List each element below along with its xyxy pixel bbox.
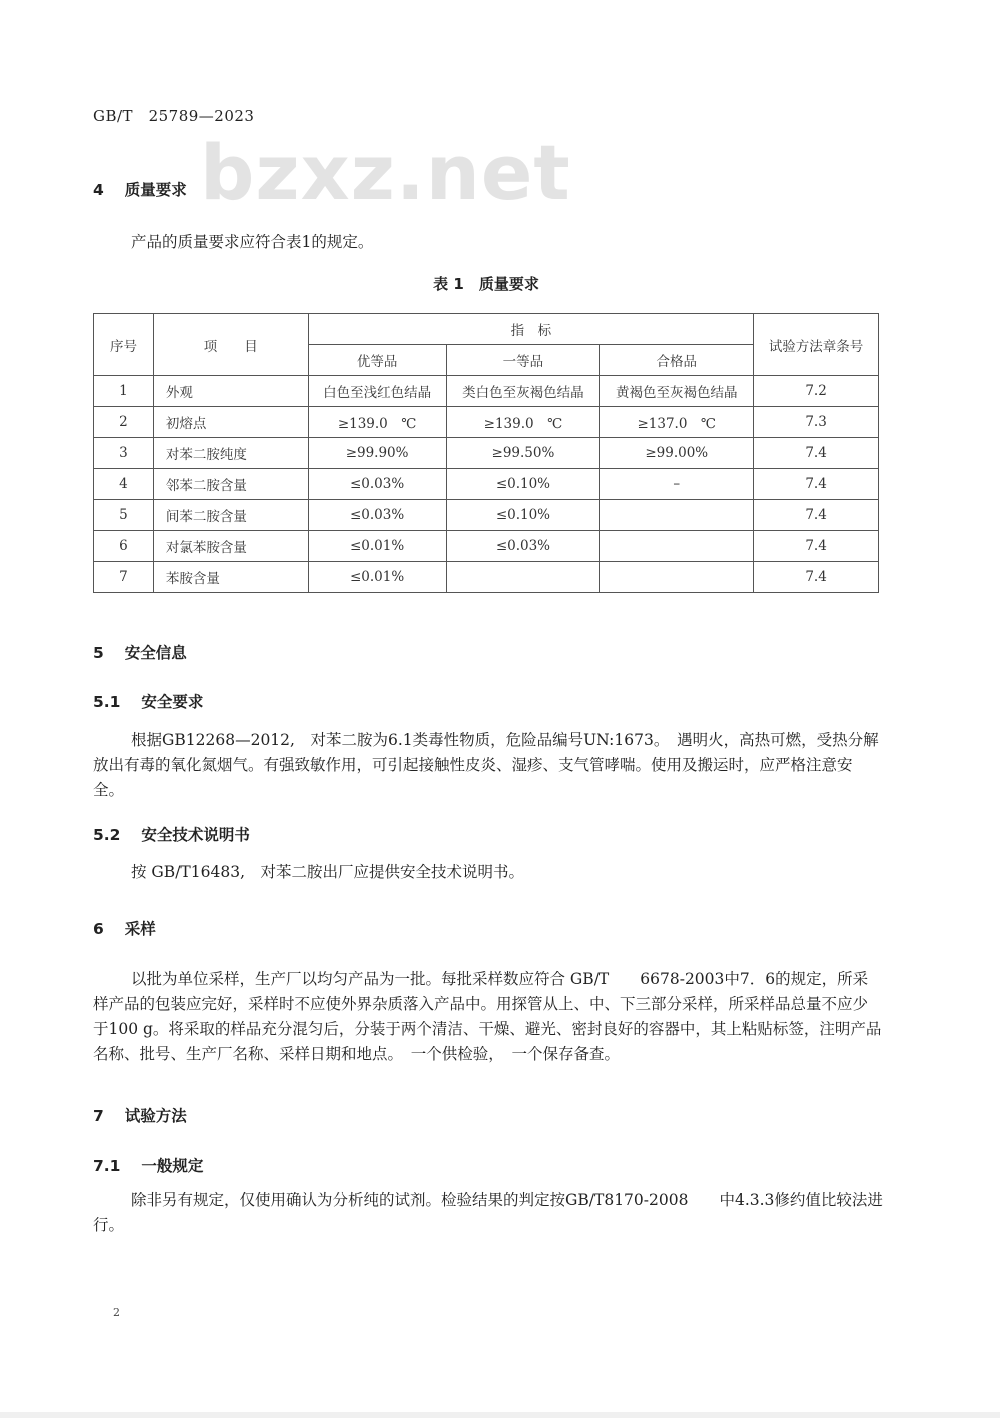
section-7-heading bbox=[93, 1104, 187, 1126]
section-5-2-heading bbox=[93, 823, 250, 845]
cell-grade-superior: ≥139.0 ℃ bbox=[308, 407, 446, 438]
cell-grade-first: ≤0.03% bbox=[446, 531, 600, 562]
page-number: 2 bbox=[113, 1306, 120, 1319]
section-title: 安全要求 bbox=[141, 693, 204, 711]
section-title: 采样 bbox=[124, 920, 156, 938]
section-6-body: 以批为单位采样，生产厂以均匀产品为一批。每批采样数应符合 GB/T 6678-2003中7．6的规定，所采样产品的包装应完好，采样时不应使外界杂质落入产品中。用探管从上、中、下三部分采样，所采样品总量不应少于100 g。将采取的样品充分混匀后，分装于两个清洁、干燥、避光、密封良好的容器中，其上粘贴标签，注明产品名称、批号、生产厂名称、采样日期和地点。 一个供检验， 一个保存备查。 bbox=[93, 970, 882, 1063]
table-row bbox=[94, 500, 879, 531]
header-item: 项 目 bbox=[153, 314, 308, 376]
cell-grade-qualified: ≥137.0 ℃ bbox=[600, 407, 754, 438]
cell-method: 7.2 bbox=[754, 376, 879, 407]
header-method: 试验方法章条号 bbox=[754, 314, 879, 376]
cell-method: 7.3 bbox=[754, 407, 879, 438]
cell-grade-first: 类白色至灰褐色结晶 bbox=[446, 376, 600, 407]
header-indicator: 指 标 bbox=[308, 314, 753, 345]
section-6-heading bbox=[93, 917, 156, 939]
table-row bbox=[94, 376, 879, 407]
cell-method: 7.4 bbox=[754, 531, 879, 562]
header-seq: 序号 bbox=[94, 314, 154, 376]
cell-grade-qualified: ≥99.00% bbox=[600, 438, 754, 469]
cell-grade-first: ≤0.10% bbox=[446, 500, 600, 531]
cell-seq: 4 bbox=[94, 469, 154, 500]
cell-item: 对氯苯胺含量 bbox=[153, 531, 308, 562]
cell-grade-superior: ≤0.03% bbox=[308, 469, 446, 500]
section-7-1-heading bbox=[93, 1154, 203, 1176]
table-row bbox=[94, 531, 879, 562]
section-title: 一般规定 bbox=[141, 1157, 204, 1175]
header-grade-first: 一等品 bbox=[446, 345, 600, 376]
cell-grade-qualified bbox=[600, 500, 754, 531]
cell-grade-superior: ≤0.03% bbox=[308, 500, 446, 531]
cell-method: 7.4 bbox=[754, 438, 879, 469]
cell-grade-qualified bbox=[600, 562, 754, 593]
cell-method: 7.4 bbox=[754, 562, 879, 593]
header-grade-superior: 优等品 bbox=[308, 345, 446, 376]
table-row bbox=[94, 469, 879, 500]
section-number: 5.1 bbox=[93, 693, 121, 711]
section-4-body: 产品的质量要求应符合表1的规定。 bbox=[131, 233, 374, 251]
cell-seq: 5 bbox=[94, 500, 154, 531]
section-5-1-heading bbox=[93, 690, 203, 712]
cell-grade-superior: ≤0.01% bbox=[308, 562, 446, 593]
cell-method: 7.4 bbox=[754, 500, 879, 531]
cell-item: 邻苯二胺含量 bbox=[153, 469, 308, 500]
cell-grade-qualified: 黄褐色至灰褐色结晶 bbox=[600, 376, 754, 407]
section-title: 试验方法 bbox=[124, 1107, 187, 1125]
document-header: GB/T 25789—2023 bbox=[93, 107, 255, 125]
section-title: 安全技术说明书 bbox=[141, 826, 250, 844]
cell-item: 苯胺含量 bbox=[153, 562, 308, 593]
cell-grade-first: ≤0.10% bbox=[446, 469, 600, 500]
section-number: 7 bbox=[93, 1107, 104, 1125]
section-number: 6 bbox=[93, 920, 104, 938]
section-4-heading bbox=[93, 178, 187, 200]
cell-item: 外观 bbox=[153, 376, 308, 407]
section-7-1-body: 除非另有规定，仅使用确认为分析纯的试剂。检验结果的判定按GB/T8170-2008 中4.3.3修约值比较法进行。 bbox=[93, 1191, 883, 1234]
cell-grade-qualified bbox=[600, 531, 754, 562]
section-number: 5.2 bbox=[93, 826, 121, 844]
cell-item: 对苯二胺纯度 bbox=[153, 438, 308, 469]
cell-item: 初熔点 bbox=[153, 407, 308, 438]
page-bottom-edge bbox=[0, 1412, 1000, 1418]
cell-grade-superior: ≥99.90% bbox=[308, 438, 446, 469]
cell-method: 7.4 bbox=[754, 469, 879, 500]
cell-seq: 3 bbox=[94, 438, 154, 469]
table-caption: 表 1 质量要求 bbox=[433, 275, 539, 293]
table-row bbox=[94, 407, 879, 438]
cell-seq: 2 bbox=[94, 407, 154, 438]
cell-grade-first bbox=[446, 562, 600, 593]
cell-seq: 6 bbox=[94, 531, 154, 562]
section-title: 安全信息 bbox=[124, 644, 187, 662]
table-row bbox=[94, 438, 879, 469]
section-number: 5 bbox=[93, 644, 104, 662]
header-grade-qualified: 合格品 bbox=[600, 345, 754, 376]
cell-grade-first: ≥139.0 ℃ bbox=[446, 407, 600, 438]
cell-grade-superior: ≤0.01% bbox=[308, 531, 446, 562]
watermark: bzxz.net bbox=[200, 128, 571, 217]
cell-grade-superior: 白色至浅红色结晶 bbox=[308, 376, 446, 407]
cell-grade-qualified: – bbox=[600, 469, 754, 500]
cell-item: 间苯二胺含量 bbox=[153, 500, 308, 531]
section-5-2-body: 按 GB/T16483, 对苯二胺出厂应提供安全技术说明书。 bbox=[131, 863, 524, 881]
cell-grade-first: ≥99.50% bbox=[446, 438, 600, 469]
section-5-heading bbox=[93, 641, 187, 663]
section-5-1-body: 根据GB12268—2012, 对苯二胺为6.1类毒性物质，危险品编号UN:1673。 遇明火，高热可燃，受热分解放出有毒的氧化氮烟气。有强致敏作用，可引起接触性皮炎、湿疹、支气管哮喘。使用及搬运时，应严格注意安全。 bbox=[93, 731, 879, 799]
cell-seq: 1 bbox=[94, 376, 154, 407]
section-number: 7.1 bbox=[93, 1157, 121, 1175]
section-title: 质量要求 bbox=[124, 181, 187, 199]
quality-table bbox=[93, 313, 879, 593]
cell-seq: 7 bbox=[94, 562, 154, 593]
section-number: 4 bbox=[93, 181, 104, 199]
table-row bbox=[94, 562, 879, 593]
table-header-row bbox=[94, 314, 879, 345]
